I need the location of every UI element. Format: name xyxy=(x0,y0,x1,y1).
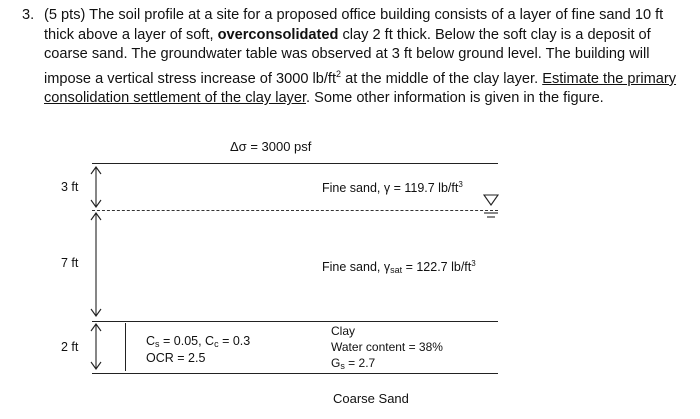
problem-number: 3. xyxy=(22,7,35,23)
text-run: at the middle of the clay layer. xyxy=(341,70,543,87)
dim-3ft-label: 3 ft xyxy=(61,180,79,194)
bold-term: overconsolidated xyxy=(217,26,339,43)
clay-compression-indices xyxy=(146,334,250,349)
subscript: sat xyxy=(390,265,403,275)
problem-line-3: coarse sand. The groundwater table was observed at 3 ft below ground level. The building will xyxy=(44,46,650,63)
subscript: s xyxy=(340,361,345,371)
subscript: s xyxy=(155,339,160,349)
text-run: = 0.05, C xyxy=(159,334,215,348)
text-run: impose a vertical stress increase of 3000 lb/ft xyxy=(44,70,337,87)
text-run: = 122.7 lb/ft xyxy=(402,260,472,274)
text-run: Fine sand, γ xyxy=(322,260,391,274)
clay-water-content: Water content = 38% xyxy=(331,340,443,354)
clay-specific-gravity xyxy=(331,356,375,371)
superscript: 3 xyxy=(471,259,476,268)
subscript: c xyxy=(214,339,219,349)
text-run: = 2.7 xyxy=(344,356,376,370)
fine-sand-dry-label xyxy=(322,180,463,195)
dim-2ft-label: 2 ft xyxy=(61,340,79,354)
text-run: thick above a layer of soft, xyxy=(44,26,218,43)
superscript: 3 xyxy=(458,180,463,189)
fine-sand-sat-label xyxy=(322,259,476,275)
underlined-task: consolidation settlement of the clay layer xyxy=(44,90,307,107)
dim-7ft-label: 7 ft xyxy=(61,256,79,270)
clay-params-divider xyxy=(125,323,126,371)
text-run: = 0.3 xyxy=(218,334,251,348)
text-run: clay 2 ft thick. Below the soft clay is a deposit of xyxy=(338,26,651,43)
coarse-sand-label: Coarse Sand xyxy=(333,391,409,406)
superscript: 2 xyxy=(336,68,342,79)
text-run: C xyxy=(146,334,156,348)
problem-line-1: (5 pts) The soil profile at a site for a proposed office building consists of a layer of fine sand 10 ft xyxy=(44,7,664,23)
clay-layer-name: Clay xyxy=(331,324,356,338)
text-run: Fine sand, γ = 119.7 lb/ft xyxy=(322,181,459,195)
water-table-icon xyxy=(484,195,498,205)
load-label: Δσ = 3000 psf xyxy=(230,139,312,154)
text-run: G xyxy=(331,356,341,370)
text-run: . Some other information is given in the figure. xyxy=(306,90,604,107)
underlined-task: Estimate the primary xyxy=(542,70,677,87)
clay-ocr: OCR = 2.5 xyxy=(146,351,206,365)
